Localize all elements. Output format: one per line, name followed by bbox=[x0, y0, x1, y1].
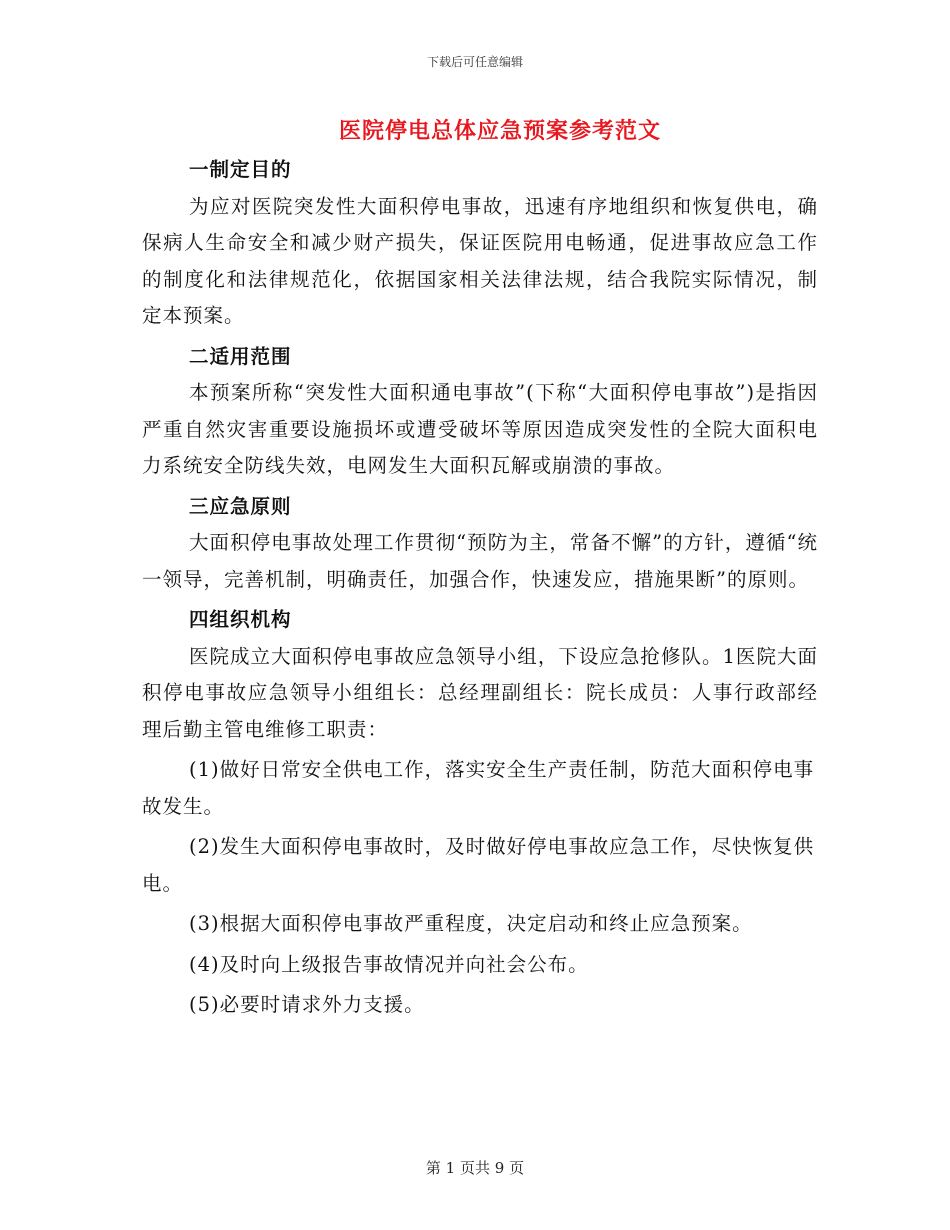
header-note: 下载后可任意编辑 bbox=[426, 55, 523, 69]
list-item: (2)发生大面积停电事故时，及时做好停电事故应急工作，尽快恢复供电。 bbox=[142, 835, 815, 895]
list-item: (3)根据大面积停电事故严重程度，决定启动和终止应急预案。 bbox=[189, 912, 753, 935]
section-heading-scope: 二适用范围 bbox=[189, 344, 292, 368]
list-item: (5)必要时请求外力支援。 bbox=[189, 993, 425, 1016]
section-heading-principles: 三应急原则 bbox=[189, 494, 292, 518]
list-item: (4)及时向上级报告事故情况并向社会公布。 bbox=[189, 952, 589, 976]
section-paragraph-purpose: 为应对医院突发性大面积停电事故，迅速有序地组织和恢复供电，确保病人生命安全和减少财产损失，保证医院用电畅通，促进事故应急工作的制度化和法律规范化，依据国家相关法律法规，结合我院实际情况，制定本预案。 bbox=[142, 194, 818, 327]
section-heading-organization: 四组织机构 bbox=[189, 608, 292, 631]
page-number: 第 1 页共 9 页 bbox=[425, 1159, 525, 1177]
list-item: (1)做好日常安全供电工作，落实安全生产责任制，防范大面积停电事故发生。 bbox=[142, 758, 815, 818]
section-paragraph-principles: 大面积停电事故处理工作贯彻“预防为主，常备不懈”的方针，遵循“统一领导，完善机制，明确责任，加强合作，快速发应，措施果断”的原则。 bbox=[142, 531, 818, 591]
document-title: 医院停电总体应急预案参考范文 bbox=[338, 118, 661, 144]
section-paragraph-organization: 医院成立大面积停电事故应急领导小组，下设应急抢修队。1医院大面积停电事故应急领导小组组长：总经理副组长：院长成员：人事行政部经理后勤主管电维修工职责： bbox=[142, 644, 818, 741]
section-paragraph-scope: 本预案所称“突发性大面积通电事故”(下称“大面积停电事故”)是指因严重自然灾害重要设施损坏或遭受破坏等原因造成突发性的全院大面积电力系统安全防线失效，电网发生大面积瓦解或崩溃的事故。 bbox=[142, 381, 818, 477]
section-heading-purpose: 一制定目的 bbox=[189, 158, 292, 181]
document-body bbox=[142, 152, 818, 1024]
